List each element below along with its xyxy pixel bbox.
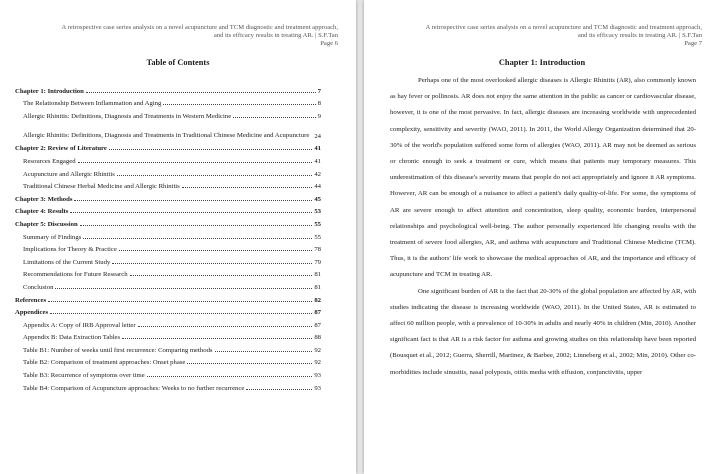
toc-leader-dots xyxy=(119,249,312,251)
toc-leader-dots xyxy=(130,274,313,276)
toc-entry-text: Traditional Chinese Herbal Medicine and Allergic Rhinitis xyxy=(23,183,180,191)
toc-entry[interactable] xyxy=(15,107,321,120)
toc-entry[interactable] xyxy=(15,366,321,379)
toc-entry[interactable] xyxy=(15,120,321,140)
toc-entry-text: Table B4: Comparison of Acupuncture approaches: Weeks to no further recurrence xyxy=(23,384,245,392)
toc-entry-page: 42 xyxy=(314,170,321,178)
chapter-title: Chapter 1: Introduction xyxy=(498,58,586,67)
toc-entry-page: 45 xyxy=(314,195,321,203)
toc-entry-page: 82 xyxy=(314,296,321,304)
paragraph-2: One significant burden of AR is the fact that 20-30% of the global population are affected by AR, with studies indicating the disease is increasing worldwide (WAO, 2011). In the United States, AR is estimated to affect 60 million people, with a prevalence of 10-30% in adults and nearly 40% in children (Min, 2010). Another significant fact is that AR is a risk factor for asthma and growing studies on this relationship have been reported (Bousquet et al., 2012; Guerra, Sherrill, Martinez, & Barbee, 2002; Linneberg et al., 2002; Min, 2010). Other co-morbidities include sinusitis, nasal polyposis, otitis media with effusion, conjunctivitis, upper xyxy=(390,287,696,376)
toc-leader-dots xyxy=(109,148,312,150)
header-line-2: and its efficacy results in treating AR. | S.F.Tan xyxy=(213,32,338,39)
running-header xyxy=(38,24,338,48)
toc-leader-dots xyxy=(163,103,315,105)
toc-leader-dots xyxy=(78,161,313,163)
toc-entry-page: 93 xyxy=(314,384,321,392)
page-number: Page 7 xyxy=(684,40,702,47)
toc-entry-page: 41 xyxy=(314,145,321,153)
toc-entry-text: Resources Engaged xyxy=(23,157,76,165)
toc-entry[interactable] xyxy=(15,140,321,153)
toc-leader-dots xyxy=(147,375,313,377)
toc-entry[interactable] xyxy=(15,95,321,108)
toc-leader-dots xyxy=(48,300,312,302)
toc-entry-page: 8 xyxy=(317,100,321,108)
toc-entry[interactable] xyxy=(15,241,321,254)
toc-leader-dots xyxy=(122,337,312,339)
toc-entry[interactable] xyxy=(15,82,321,95)
toc-entry-page: 88 xyxy=(314,334,321,342)
document-page-right xyxy=(364,0,720,474)
toc-entry[interactable] xyxy=(15,152,321,165)
header-line-1: A retrospective case series analysis on a novel acupuncture and TCM diagnostic and treatment approach, xyxy=(425,24,702,31)
body-text xyxy=(390,73,696,381)
toc-entry-text: Chapter 2: Review of Literature xyxy=(15,145,107,153)
toc-leader-dots xyxy=(50,312,312,314)
toc-entry[interactable] xyxy=(15,379,321,392)
toc-entry-text: The Relationship Between Inflammation and Aging xyxy=(23,100,162,108)
toc-entry-page: 55 xyxy=(314,220,321,228)
toc-entry-text: Appendices xyxy=(15,309,49,317)
toc-entry[interactable] xyxy=(15,329,321,342)
toc-entry[interactable] xyxy=(15,266,321,279)
toc-entry-page: 53 xyxy=(314,208,321,216)
toc-entry[interactable] xyxy=(15,278,321,291)
toc-entry-text: Conclusion xyxy=(23,283,54,291)
toc-entry-text: Chapter 1: Introduction xyxy=(15,87,84,95)
toc-entry-page: 92 xyxy=(314,346,321,354)
toc-entry-text: Allergic Rhinitis: Definitions, Diagnosis and Treatments in Western Medicine xyxy=(23,112,232,120)
toc-entry-text: Table B3: Recurrence of symptoms over time xyxy=(23,372,145,380)
toc-entry-text: Appendix B: Data Extraction Tables xyxy=(23,334,121,342)
toc-entry-text: Summary of Findings xyxy=(23,233,82,241)
toc-leader-dots xyxy=(233,116,315,118)
toc-entry-text: Allergic Rhinitis: Definitions, Diagnosis and Treatments in Traditional Chinese Medicine and Acupuncture xyxy=(23,131,310,139)
page-number: Page 6 xyxy=(320,40,338,47)
toc-entry-text: Chapter 4: Results xyxy=(15,208,69,216)
toc-entry[interactable] xyxy=(15,354,321,367)
toc-entry-text: References xyxy=(15,296,47,304)
paragraph-1: Perhaps one of the most overlooked allergic diseases is Allergic Rhinitis (AR), also commonly known as hay fever or pollinosis. AR does not enjoy the same attention in the public as cancer or cardiovascular disease, however, it is one of the most pervasive. In fact, allergic diseases are increasing worldwide with unprecedented complexity, sensitivity and severity (WAO, 2011). In 2011, the World Allergy Organization determined that 20-30% of the world's population suffered some form of allergies (WAO, 2011). AR may not be deemed as serious or chronic enough to seek a treatment or cure, which means that patients may temporary measures. This underestimation of this disease's severity means that people do not act appropriately and ignore it AR symptoms. However, AR can be enough of a nuisance to affect a patient's daily quality-of-life. For some, the symptoms of AR are severe enough to affect attention and concentration, sleep quality, economic burden, interpersonal relationships and psychological well-being. The author personally experienced life changing results with the treatment of severe food allergies, AR, and asthma with acupuncture and Traditional Chinese Medicine (TCM). Thus, it is the authors' life work to showcase the medical approaches of AR, and the importance and efficacy of acupuncture and TCM in treating AR. xyxy=(390,77,696,279)
toc-entry[interactable] xyxy=(15,228,321,241)
toc-entry[interactable] xyxy=(15,291,321,304)
running-header xyxy=(402,24,702,48)
toc-entry[interactable] xyxy=(15,178,321,191)
toc-leader-dots xyxy=(138,325,313,327)
toc-entry-page: 79 xyxy=(314,258,321,266)
toc-entry-text: Chapter 3: Methods xyxy=(15,195,73,203)
toc-entry-text: Table B2: Comparison of treatment approaches: Onset phase xyxy=(23,359,186,367)
toc-leader-dots xyxy=(187,362,312,364)
toc-leader-dots xyxy=(86,91,316,93)
toc-entry-page: 41 xyxy=(314,157,321,165)
toc-leader-dots xyxy=(117,174,313,176)
toc-entry-page: 87 xyxy=(314,321,321,329)
toc-entry-page: 44 xyxy=(314,183,321,191)
toc-title: Table of Contents xyxy=(146,58,210,67)
toc-entry-page: 81 xyxy=(314,283,321,291)
toc-entry-text: Implications for Theory & Practice xyxy=(23,246,117,254)
toc-entry-text: Recommendations for Future Research xyxy=(23,271,128,279)
toc-leader-dots xyxy=(83,237,312,239)
header-line-1: A retrospective case series analysis on a novel acupuncture and TCM diagnostic and treatment approach, xyxy=(61,24,338,31)
table-of-contents xyxy=(15,82,321,392)
toc-leader-dots xyxy=(80,224,313,226)
toc-leader-dots xyxy=(74,199,312,201)
toc-entry[interactable] xyxy=(15,316,321,329)
toc-entry[interactable] xyxy=(15,203,321,216)
toc-entry[interactable] xyxy=(15,190,321,203)
toc-leader-dots xyxy=(182,186,313,188)
toc-entry-page: 24 xyxy=(314,132,321,140)
toc-entry[interactable] xyxy=(15,304,321,317)
toc-entry-text: Limitations of the Current Study xyxy=(23,258,111,266)
toc-entry-text: Acupuncture and Allergic Rhinitis xyxy=(23,170,115,178)
toc-entry-page: 92 xyxy=(314,359,321,367)
toc-entry[interactable] xyxy=(15,341,321,354)
toc-entry[interactable] xyxy=(15,215,321,228)
toc-entry[interactable] xyxy=(15,165,321,178)
toc-entry-text: Appendix A: Copy of IRB Approval letter xyxy=(23,321,136,329)
toc-entry-text: Table B1: Number of weeks until first recurrence: Comparing methods xyxy=(23,346,213,354)
header-line-2: and its efficacy results in treating AR. | S.F.Tan xyxy=(577,32,702,39)
toc-entry-page: 81 xyxy=(314,271,321,279)
toc-leader-dots xyxy=(246,388,312,390)
toc-entry[interactable] xyxy=(15,253,321,266)
toc-leader-dots xyxy=(70,211,312,213)
toc-entry-text: Chapter 5: Discussion xyxy=(15,220,78,228)
toc-entry-page: 87 xyxy=(314,309,321,317)
toc-entry-page: 9 xyxy=(317,112,321,120)
toc-entry-page: 7 xyxy=(317,87,321,95)
toc-entry-page: 93 xyxy=(314,372,321,380)
toc-leader-dots xyxy=(112,262,312,264)
toc-entry-page: 55 xyxy=(314,233,321,241)
document-page-left xyxy=(0,0,356,474)
toc-leader-dots xyxy=(215,350,313,352)
toc-leader-dots xyxy=(55,287,312,289)
toc-entry-page: 78 xyxy=(314,246,321,254)
